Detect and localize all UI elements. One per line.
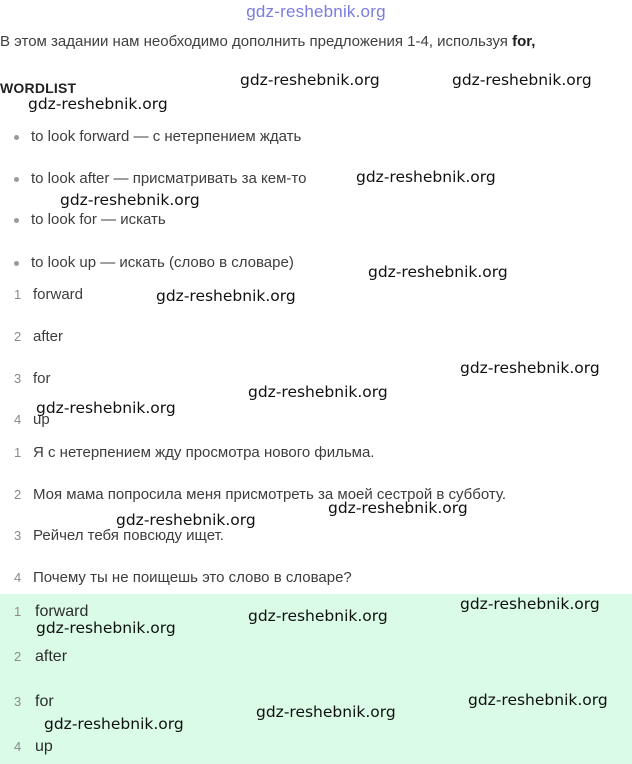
wordlist-item: to look for — искать <box>14 211 166 228</box>
highlighted-answer: 1 forward <box>14 603 89 620</box>
translation-item: 3 Рейчел тебя повсюду ищет. <box>14 527 224 544</box>
translation-item: 2 Моя мама попросила меня присмотреть за моей сестрой в субботу. <box>14 486 507 503</box>
bullet-icon <box>14 261 19 266</box>
watermark: gdz-reshebnik.org <box>356 168 496 186</box>
watermark: gdz-reshebnik.org <box>156 287 296 305</box>
highlighted-answer: 4 up <box>14 738 53 755</box>
bullet-icon <box>14 177 19 182</box>
bullet-icon <box>14 135 19 140</box>
task-intro-bold: for, <box>512 33 536 50</box>
watermark: gdz-reshebnik.org <box>256 703 396 721</box>
watermark: gdz-reshebnik.org <box>36 399 176 417</box>
watermark: gdz-reshebnik.org <box>368 263 508 281</box>
watermark: gdz-reshebnik.org <box>460 595 600 613</box>
highlighted-answer: 2 after <box>14 648 68 665</box>
answer-item: 2 after <box>14 328 64 345</box>
wordlist-item: to look forward — с нетерпением ждать <box>14 128 301 145</box>
watermark: gdz-reshebnik.org <box>248 383 388 401</box>
highlighted-answer: 3 for <box>14 693 54 710</box>
wordlist-item: to look after — присматривать за кем-то <box>14 170 306 187</box>
clipped-text-line <box>0 60 520 66</box>
watermark: gdz-reshebnik.org <box>36 619 176 637</box>
watermark: gdz-reshebnik.org <box>60 191 200 209</box>
answer-item: 3 for <box>14 370 51 387</box>
translation-item: 4 Почему ты не поищешь это слово в словаре? <box>14 569 352 586</box>
wordlist-heading: WORDLIST <box>0 80 77 96</box>
watermark: gdz-reshebnik.org <box>452 71 592 89</box>
translation-item: 1 Я с нетерпением жду просмотра нового фильма. <box>14 444 375 461</box>
task-intro-text: В этом задании нам необходимо дополнить предложения 1-4, используя <box>0 33 513 50</box>
watermark: gdz-reshebnik.org <box>460 359 600 377</box>
watermark: gdz-reshebnik.org <box>240 71 380 89</box>
task-intro <box>0 33 535 50</box>
watermark: gdz-reshebnik.org <box>116 511 256 529</box>
answer-item: 1 forward <box>14 286 84 303</box>
wordlist-item: to look up — искать (слово в словаре) <box>14 254 294 271</box>
watermark: gdz-reshebnik.org <box>28 95 168 113</box>
watermark: gdz-reshebnik.org <box>248 607 388 625</box>
bullet-icon <box>14 218 19 223</box>
watermark: gdz-reshebnik.org <box>328 499 468 517</box>
site-watermark-top: gdz-reshebnik.org <box>246 2 386 21</box>
answer-item: 4 up <box>14 411 50 428</box>
watermark: gdz-reshebnik.org <box>468 691 608 709</box>
watermark: gdz-reshebnik.org <box>44 715 184 733</box>
